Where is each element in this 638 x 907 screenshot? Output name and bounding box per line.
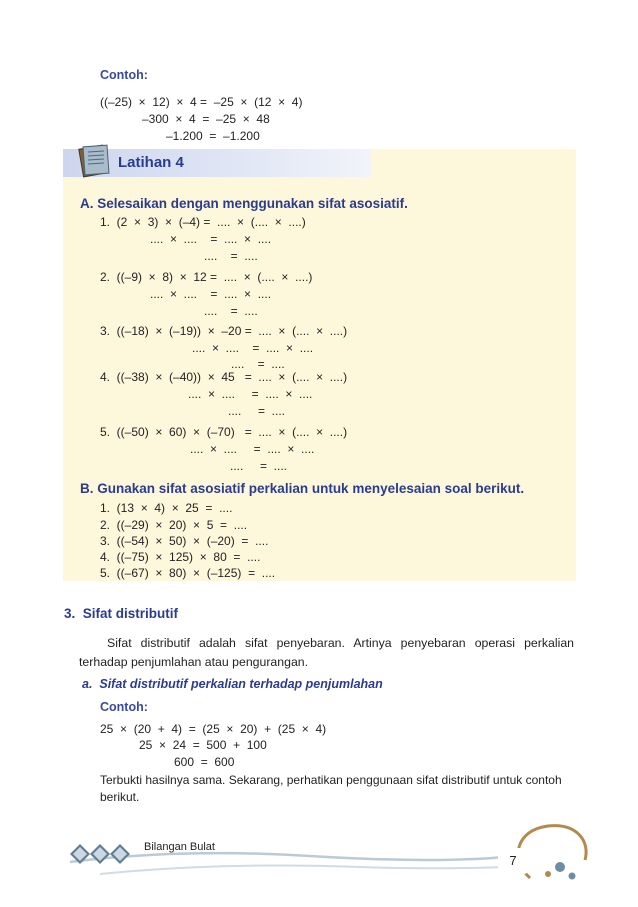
section-3-heading: 3. Sifat distributif	[64, 606, 179, 621]
swirl-icon	[518, 826, 586, 880]
b-item-1: 1. (13 × 4) × 25 = ....	[100, 501, 233, 515]
a-item-5-line-3: .... = ....	[230, 459, 288, 473]
b-item-5: 5. ((–67) × 80) × (–125) = ....	[100, 566, 276, 580]
subsection-a-heading: a. Sifat distributif perkalian terhadap penjumlahan	[82, 677, 383, 691]
exercise-title: Latihan 4	[118, 154, 184, 171]
a-item-3-line-3: .... = ....	[231, 357, 285, 371]
b-item-2: 2. ((–29) × 20) × 5 = ....	[100, 518, 248, 532]
a-item-2-line-1: 2. ((–9) × 8) × 12 = .... × (.... × ....)	[100, 270, 313, 284]
example-line-1: ((–25) × 12) × 4 = –25 × (12 × 4)	[100, 95, 303, 109]
diamond-icon	[90, 844, 110, 864]
distributive-line-2: 25 × 24 = 500 + 100	[139, 738, 267, 752]
distributive-line-1: 25 × (20 + 4) = (25 × 20) + (25 × 4)	[100, 722, 327, 736]
a-item-1-line-2: .... × .... = .... × ....	[150, 232, 272, 246]
a-item-4-line-1: 4. ((–38) × (–40)) × 45 = .... × (.... × ....)	[100, 370, 348, 384]
example-line-2: –300 × 4 = –25 × 48	[142, 112, 270, 126]
a-item-5-line-1: 5. ((–50) × 60) × (–70) = .... × (.... × ....)	[100, 425, 348, 439]
a-item-5-line-2: .... × .... = .... × ....	[190, 442, 315, 456]
conclusion-paragraph: Terbukti hasilnya sama. Sekarang, perhatikan penggunaan sifat distributif untuk contoh berikut.	[100, 773, 562, 804]
section-b-heading: B. Gunakan sifat asosiatif perkalian untuk menyelesaian soal berikut.	[80, 481, 525, 496]
diamond-icon	[110, 844, 130, 864]
a-item-3-line-2: .... × .... = .... × ....	[192, 341, 314, 355]
a-item-1-line-3: .... = ....	[204, 249, 258, 263]
a-item-3-line-1: 3. ((–18) × (–19)) × –20 = .... × (.... × ....)	[100, 324, 348, 338]
book-icon	[78, 142, 112, 178]
distributive-line-3: 600 = 600	[174, 755, 235, 769]
example-line-3: –1.200 = –1.200	[166, 129, 260, 143]
example-label: Contoh:	[100, 68, 148, 82]
a-item-1-line-1: 1. (2 × 3) × (–4) = .... × (.... × ....)	[100, 215, 306, 229]
a-item-4-line-3: .... = ....	[228, 404, 286, 418]
page-number: 7	[498, 848, 528, 874]
a-item-2-line-2: .... × .... = .... × ....	[150, 287, 272, 301]
a-item-4-line-2: .... × .... = .... × ....	[188, 387, 313, 401]
b-item-3: 3. ((–54) × 50) × (–20) = ....	[100, 534, 269, 548]
exercise-box	[63, 149, 576, 581]
example-label-2: Contoh:	[100, 700, 148, 714]
b-item-4: 4. ((–75) × 125) × 80 = ....	[100, 550, 261, 564]
section-a-heading: A. Selesaikan dengan menggunakan sifat asosiatif.	[80, 196, 408, 211]
a-item-2-line-3: .... = ....	[204, 304, 258, 318]
section-3-paragraph: Sifat distributif adalah sifat penyebaran. Artinya penyebaran operasi perkalian terhadap penjumlahan atau pengurangan.	[79, 636, 574, 669]
chapter-title: Bilangan Bulat	[144, 841, 215, 853]
